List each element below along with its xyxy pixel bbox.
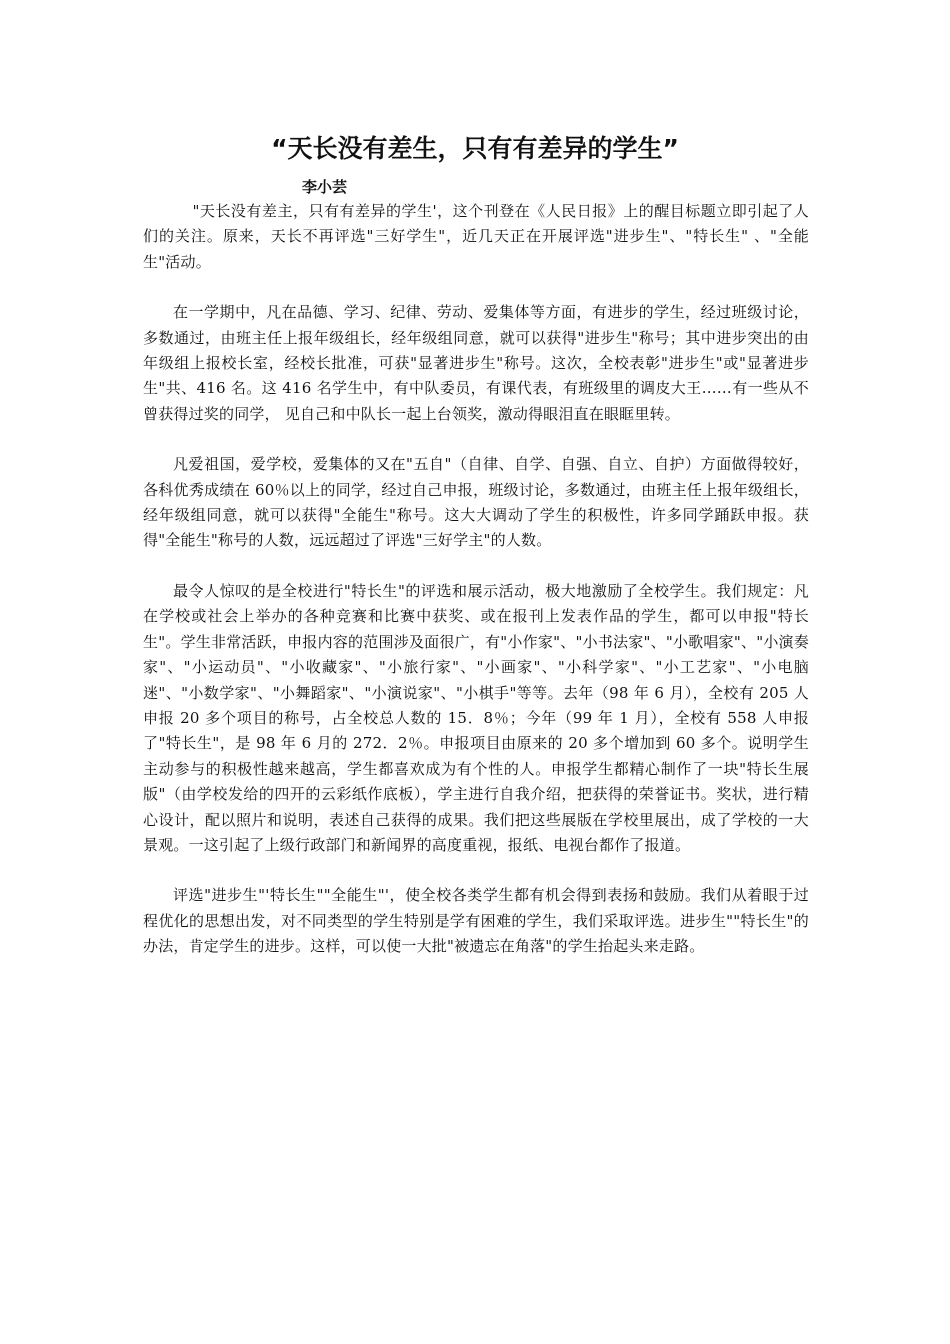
paragraph-5: 评选"进步生"'特长生""全能生"'，使全校各类学生都有机会得到表扬和鼓励。我们从着眼于过程优化的思想出发，对不同类型的学生特别是学有困难的学生，我们采取评选。进步生""特长生"的办法，肯定学生的进步。这样，可以使一大批"被遗忘在角落"的学生抬起头来走路。	[143, 886, 809, 956]
paragraph-3: 凡爱祖国，爱学校，爱集体的又在"五自"（自律、自学、自强、自立、自护）方面做得较好，各科优秀成绩在 60％以上的同学，经过自己申报，班级讨论，多数通过，由班主任上报年级组长，经年级组同意，就可以获得"全能生"称号。这大大调动了学生的积极性，许多同学踊跃申报。获得"全能生"称号的人数，远远超过了评选"三好学主"的人数。	[143, 455, 809, 550]
paragraph-4: 最令人惊叹的是全校进行"特长生"的评选和展示活动，极大地激励了全校学生。我们规定：凡在学校或社会上举办的各种竞赛和比赛中获奖、或在报刊上发表作品的学生，都可以申报"特长生"。学生非常活跃，申报内容的范围涉及面很广，有"小作家"、"小书法家"、"小歌唱家"、"小演奏家"、"小运动员"、"小收藏家"、"小旅行家"、"小画家"、"小科学家"、"小工艺家"、"小电脑迷"、"小数学家"、"小舞蹈家"、"小演说家"、"小棋手"等等。去年（98 年 6 月），全校有 205 人申报 20 多个项目的称号，占全校总人数的 15．8％；今年（99 年 1 月），全校有 558 人申报了"特长生"，是 98 年 6 月的 272．2％。申报项目由原来的 20 多个增加到 60 多个。说明学生主动参与的积极性越来越高，学生都喜欢成为有个性的人。申报学生都精心制作了一块"特长生展版"（由学校发给的四开的云彩纸作底板），学主进行自我介绍，把获得的荣誉证书。奖状，进行精心设计，配以照片和说明，表述自己获得的成果。我们把这些展版在学校里展出，成了学校的一大景观。一这引起了上级行政部门和新闻界的高度重视，报纸、电视台都作了报道。	[143, 581, 809, 854]
paragraph-2: 在一学期中，凡在品德、学习、纪律、劳动、爱集体等方面，有进步的学生，经过班级讨论，多数通过，由班主任上报年级组长，经年级组同意，就可以获得"进步生"称号；其中进步突出的由年级组上报校长室，经校长批准，可获"显著进步生"称号。这次，全校表彰"进步生"或"显著进步生"共、416 名。这 416 名学生中，有中队委员，有课代表，有班级里的调皮大王……有一些从不曾获得过奖的同学， 见自己和中队长一起上台领奖，激动得眼泪直在眼眶里转。	[143, 303, 809, 423]
article-author: 李小芸	[302, 178, 348, 196]
article-body	[143, 199, 809, 985]
article-title: “天长没有差生，只有有差异的学生”	[271, 134, 679, 163]
paragraph-1: "天长没有差主，只有有差异的学生'，这个刊登在《人民日报》上的醒目标题立即引起了人们的关注。原来，天长不再评选"三好学生"，近几天正在开展评选"进步生"、"特长生" 、"全能生"活动。	[143, 202, 809, 271]
